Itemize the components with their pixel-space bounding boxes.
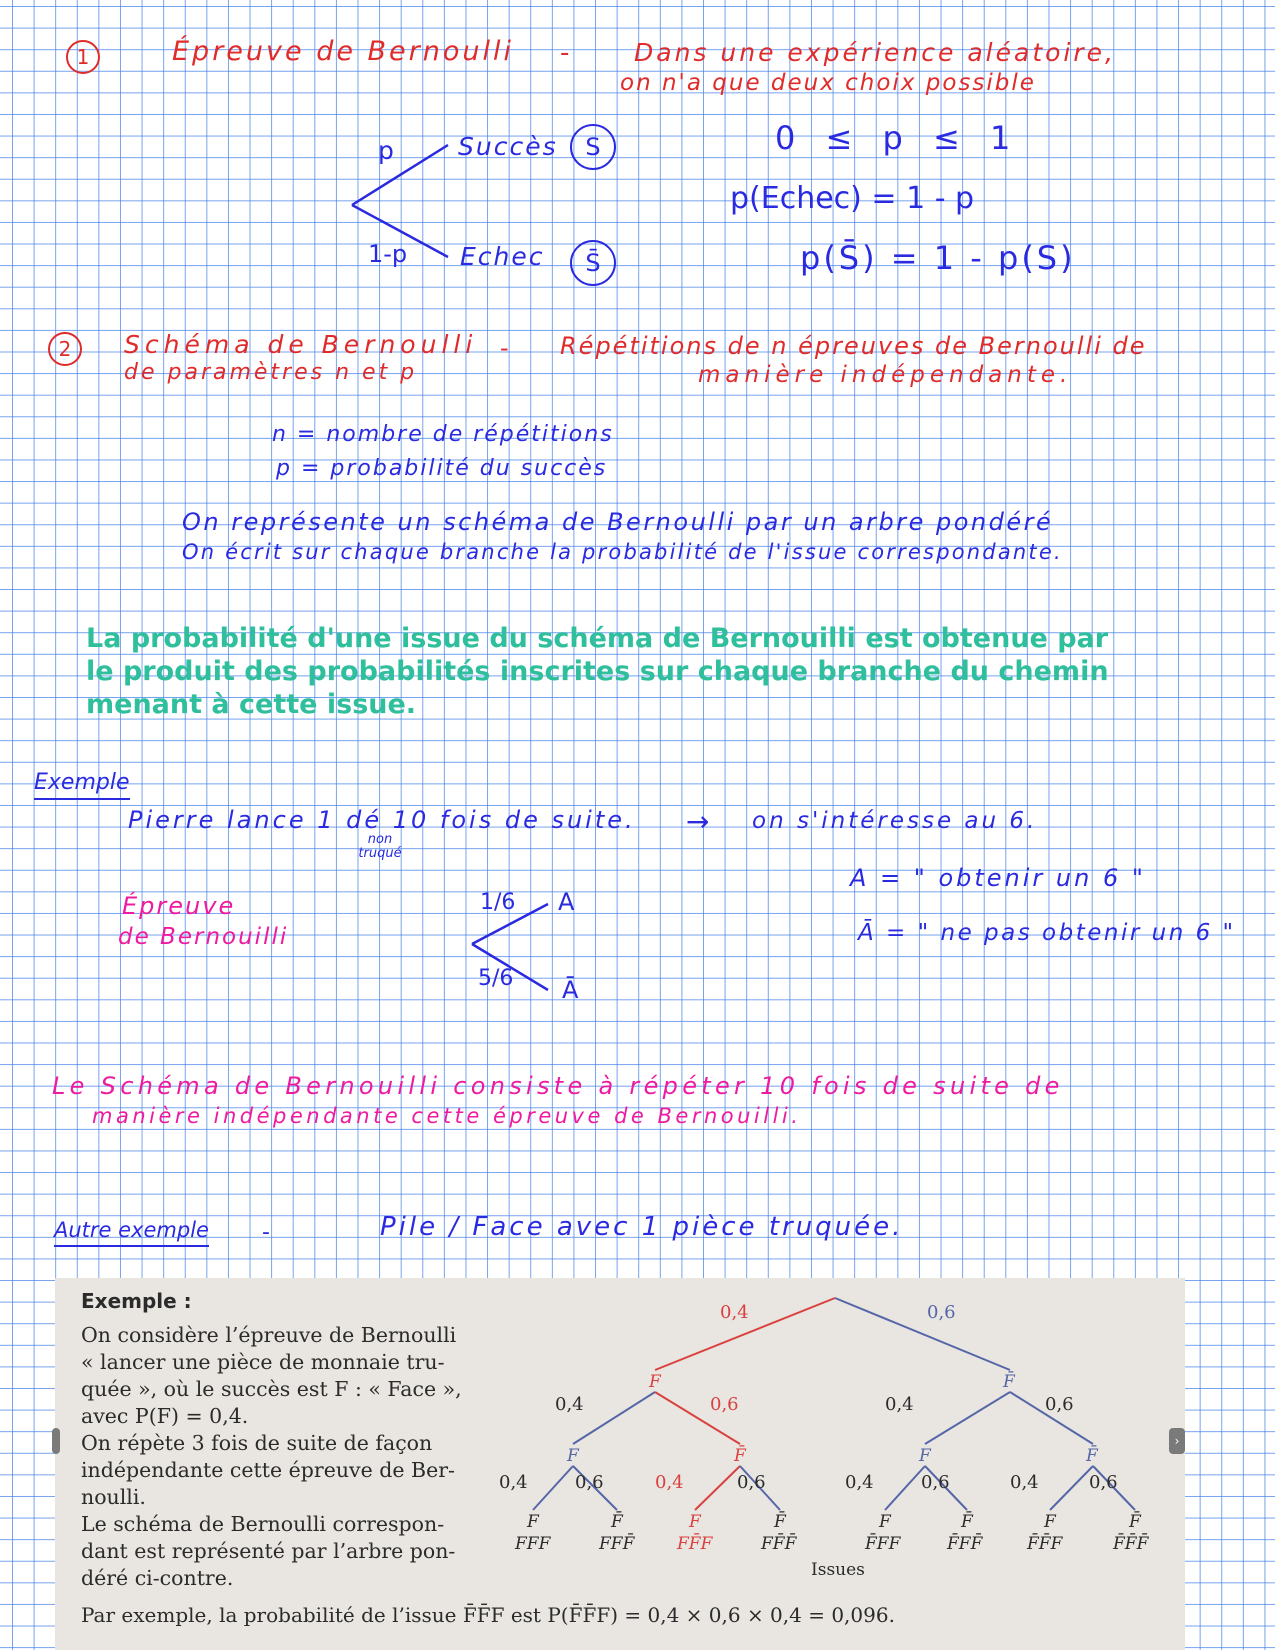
section2-dash: - [500,334,509,362]
tree-prob: 0,4 [499,1472,528,1493]
tree-issue: FFF [515,1534,551,1554]
formula-p-sbar: p(S̄) = 1 - p(S) [800,239,1076,277]
non-truque-note: non truqué [358,832,402,861]
tree-prob: 0,4 [720,1302,749,1323]
example1-statement: Pierre lance 1 dé 10 fois de suite. [128,806,636,834]
textbook-line: noulli. [81,1485,146,1509]
tree-explanation-line2: On écrit sur chaque branche la probabilité de l'issue correspondante. [182,540,1063,564]
epreuve-label-line2: de Bernouilli [118,924,289,950]
tree-prob: 0,4 [655,1472,684,1493]
tree-prob: 0,6 [921,1472,950,1493]
tree-prob: 0,4 [555,1394,584,1415]
epreuve-label-line1: Épreuve [122,892,236,920]
event-a-bar: Ā [562,976,579,1004]
tree-issue: FFF̄ [599,1534,635,1554]
tree-node: F̄ [1003,1372,1015,1392]
tree-issue: FF̄F [677,1534,713,1554]
rule-statement: La probabilité d'une issue du schéma de Bernouilli est obtenue par le produit des probabilités inscrites sur chaque branche du chemin menant à cette issue. [86,623,1109,720]
tree-node: F [649,1372,661,1392]
section1-definition-line2: on n'a que deux choix possible [620,70,1036,96]
tree-node: F̄ [734,1446,746,1466]
tree-prob: 0,6 [575,1472,604,1493]
prev-page-handle[interactable] [52,1428,60,1454]
success-symbol: S [570,124,616,170]
section2-title-line2: de paramètres n et p [124,360,418,385]
tree-prob: 0,6 [927,1302,956,1323]
example1-label: Exemple [34,772,130,800]
chevron-right-icon[interactable]: › [1169,1428,1185,1454]
def-a: A = " obtenir un 6 " [850,864,1146,892]
tree-prob: 0,4 [1010,1472,1039,1493]
probability-tree [55,1278,1185,1650]
section2-definition-line2: manière indépendante. [698,362,1073,388]
def-a-bar: Ā = " ne pas obtenir un 6 " [858,920,1236,946]
textbook-line: « lancer une pièce de monnaie tru- [81,1350,445,1374]
section1-dash: - [560,38,570,68]
p-definition: p = probabilité du succès [276,456,608,481]
textbook-line: On considère l’épreuve de Bernoulli [81,1323,457,1347]
event-a: A [558,888,575,916]
textbook-line: dant est représenté par l’arbre pon- [81,1539,456,1563]
example1-interest: on s'intéresse au 6. [752,808,1038,834]
section1-definition-line1: Dans une expérience aléatoire, [634,38,1116,67]
tree-issue: F̄F̄F̄ [1113,1534,1149,1554]
textbook-line: On répète 3 fois de suite de façon [81,1431,433,1455]
tree-issue: F̄FF̄ [947,1534,983,1554]
conclusion-line1: Le Schéma de Bernouilli consiste à répéter 10 fois de suite de [52,1072,1064,1100]
tree-node: F [567,1446,579,1466]
example2-dash: - [262,1220,270,1245]
tree-leaf: F [879,1512,891,1532]
conclusion-line2: manière indépendante cette épreuve de Bernouilli. [92,1104,802,1128]
section2-title: Schéma de Bernoulli [124,330,478,359]
formula-p-echec: p(Echec) = 1 - p [730,181,975,216]
tree-leaf: F̄ [774,1512,786,1532]
textbook-line: quée », où le succès est F : « Face », [81,1377,462,1401]
branch-top-prob: p [378,136,394,165]
tree-leaf: F [527,1512,539,1532]
tree-leaf: F̄ [1129,1512,1141,1532]
tree-prob: 0,6 [710,1394,739,1415]
example2-statement: Pile / Face avec 1 pièce truquée. [380,1212,904,1242]
tree-issue: FF̄F̄ [761,1534,797,1554]
section1-number: 1 [66,40,100,74]
section1-title: Épreuve de Bernoulli [172,36,515,67]
tree-prob: 0,6 [1045,1394,1074,1415]
tree-prob: 0,4 [845,1472,874,1493]
tree-leaf: F [689,1512,701,1532]
textbook-line: indépendante cette épreuve de Ber- [81,1458,455,1482]
die-prob-top: 1/6 [480,890,516,915]
tree-node: F [919,1446,931,1466]
formula-p-range: 0 ≤ p ≤ 1 [775,119,1021,157]
tree-prob: 0,4 [885,1394,914,1415]
tree-leaf: F [1044,1512,1056,1532]
tree-issue: F̄F̄F [1027,1534,1063,1554]
textbook-line: avec P(F) = 0,4. [81,1404,249,1428]
n-definition: n = nombre de répétitions [272,422,614,447]
issues-label: Issues [811,1560,865,1580]
section2-definition-line1: Répétitions de n épreuves de Bernoulli de [560,332,1147,360]
branch-bottom-label: Echec [460,242,545,271]
branch-bottom-prob: 1-p [368,240,408,268]
textbook-line: Le schéma de Bernoulli correspon- [81,1512,445,1536]
textbook-final-line: Par exemple, la probabilité de l’issue F̄F̄F est P(F̄F̄F) = 0,4 × 0,6 × 0,4 = 0,096. [81,1603,895,1627]
branch-top-label: Succès [458,132,558,161]
arrow-icon: → [686,805,710,838]
textbook-line: déré ci-contre. [81,1566,234,1590]
tree-issue: F̄FF [865,1534,901,1554]
tree-node: F̄ [1086,1446,1098,1466]
failure-symbol: S̄ [570,240,616,286]
section2-number: 2 [48,332,82,366]
tree-leaf: F̄ [611,1512,623,1532]
textbook-example [55,1278,1185,1650]
tree-prob: 0,6 [1089,1472,1118,1493]
tree-leaf: F̄ [961,1512,973,1532]
die-prob-bottom: 5/6 [478,966,514,991]
tree-explanation-line1: On représente un schéma de Bernoulli par un arbre pondéré [182,508,1054,536]
textbook-title: Exemple : [81,1289,192,1313]
example2-label: Autre exemple [54,1220,209,1247]
tree-prob: 0,6 [737,1472,766,1493]
